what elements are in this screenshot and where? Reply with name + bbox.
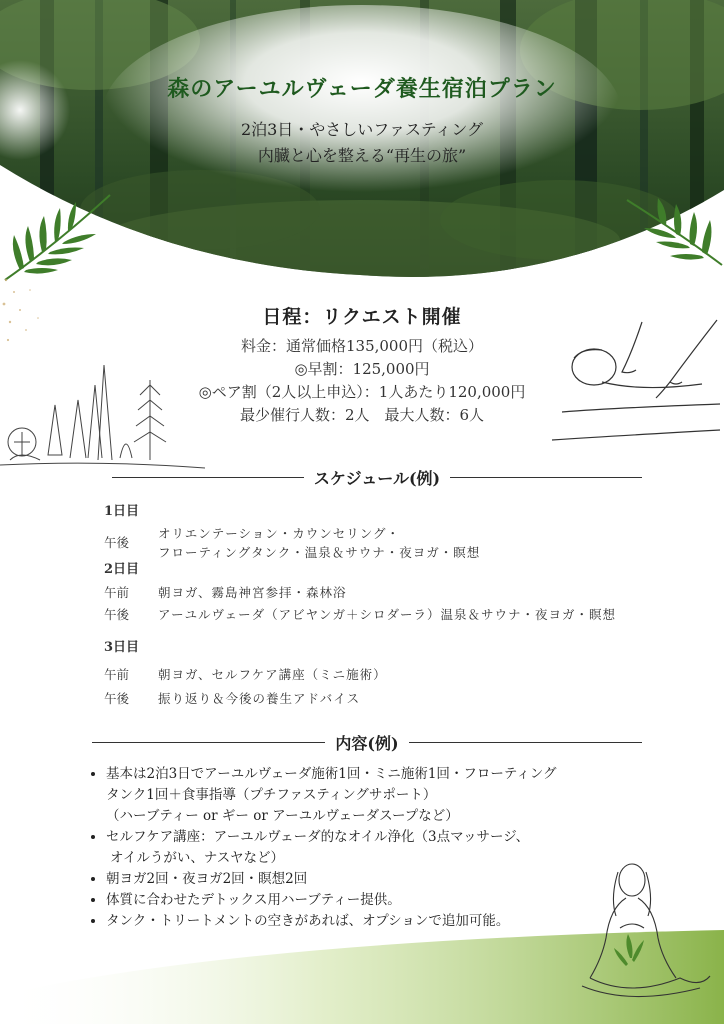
- pair-discount-text: ◎ペア割（2人以上申込）：1人あたり120,000円: [198, 383, 526, 401]
- subtitle-line: 内臓と心を整える“再生の旅”: [257, 146, 467, 165]
- contents-title: 内容(例): [335, 733, 399, 753]
- price-text: 料金：通常価格135,000円（税込）: [240, 337, 484, 355]
- list-item: • 基本は2泊3日でアーユルヴェーダ施術1回・ミニ施術1回・フローティング タンク1回＋食事指導（プチファスティングサポート） （ハーブティー or ギー or アーユルヴェーダスープなど）: [106, 764, 646, 827]
- activity-text: アーユルヴェーダ（アビヤンガ＋シロダーラ）温泉＆サウナ・夜ヨガ・瞑想: [158, 607, 617, 622]
- time-label: 午後: [104, 535, 130, 550]
- list-item: • 体質に合わせたデトックス用ハーブティー提供。: [106, 890, 646, 911]
- header-text: [0, 72, 724, 169]
- contents-list: [92, 764, 646, 932]
- day-label: 1日目: [104, 504, 140, 519]
- time-label: 午前: [104, 585, 130, 600]
- activity-text: フローティングタンク・温泉＆サウナ・夜ヨガ・瞑想: [158, 545, 481, 560]
- subtitle-line: 2泊3日・やさしいファスティング: [240, 120, 484, 139]
- time-label: 午後: [104, 607, 130, 622]
- day-label: 3日目: [104, 640, 140, 655]
- activity-text: オリエンテーション・カウンセリング・: [158, 526, 401, 541]
- schedule-day-2: [104, 558, 616, 624]
- time-label: 午前: [104, 667, 130, 682]
- capacity-text: 最少催行人数：2人 最大人数：6人: [239, 406, 485, 424]
- list-item: • 朝ヨガ2回・夜ヨガ2回・瞑想2回: [106, 869, 646, 890]
- activity-text: 朝ヨガ、霧島神宮参拝・森林浴: [158, 585, 347, 600]
- day-label: 2日目: [104, 562, 140, 577]
- fern-leaf-right-icon: [622, 190, 724, 270]
- contents-divider: [92, 730, 642, 754]
- list-item: • セルフケア講座：アーユルヴェーダ的なオイル浄化（3点マッサージ、 オイルうがい、ナスヤなど）: [106, 827, 646, 869]
- schedule-heading: 日程：リクエスト開催: [262, 306, 462, 328]
- schedule-title: スケジュール(例): [313, 468, 441, 488]
- activity-text: 振り返り＆今後の養生アドバイス: [158, 691, 361, 706]
- schedule-day-3: [104, 636, 387, 708]
- activity-text: 朝ヨガ、セルフケア講座（ミニ施術）: [158, 667, 387, 682]
- page-title: 森のアーユルヴェーダ養生宿泊プラン: [167, 76, 557, 102]
- list-item: • タンク・トリートメントの空きがあれば、オプションで追加可能。: [106, 911, 646, 932]
- early-discount-text: ◎早割：125,000円: [294, 360, 430, 378]
- schedule-divider: [112, 465, 642, 489]
- time-label: 午後: [104, 691, 130, 706]
- plan-info: [0, 302, 724, 427]
- schedule-day-1: [104, 500, 480, 562]
